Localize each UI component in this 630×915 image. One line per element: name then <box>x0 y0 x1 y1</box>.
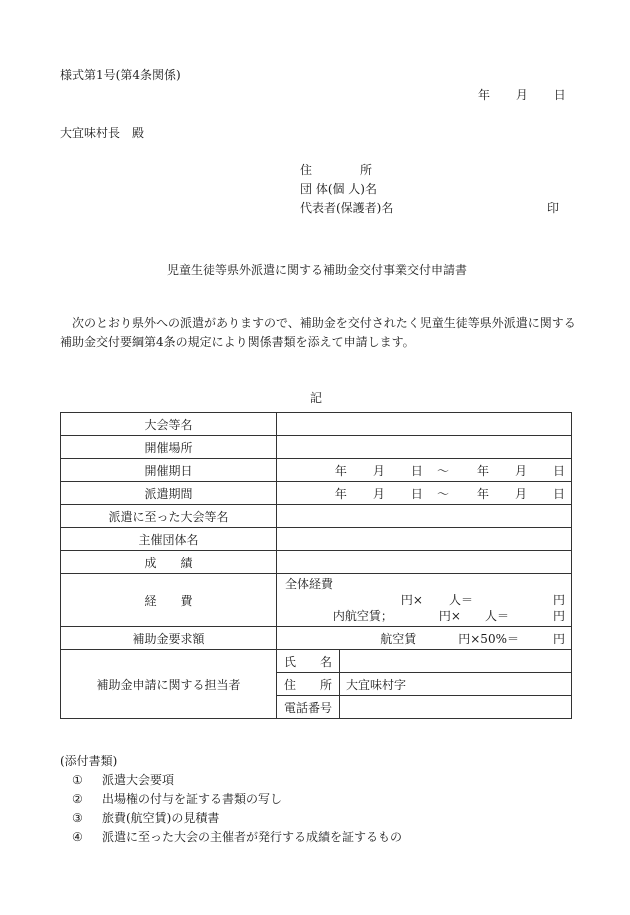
table-row <box>277 673 571 696</box>
item-text: 派遣に至った大会の主催者が発行する成績を証するもの <box>102 830 403 844</box>
start-year: 年 <box>334 486 347 501</box>
organizer-label: 主催団体名 <box>61 528 277 551</box>
contact-subtable <box>277 650 571 718</box>
subsidy-amount-label: 補助金要求額 <box>61 627 277 650</box>
list-item <box>60 809 402 828</box>
table-row <box>61 482 572 505</box>
list-item <box>60 771 402 790</box>
applicant-rep-label: 代表者(保護者)名 <box>300 201 394 215</box>
expenses-label: 経 費 <box>61 574 277 627</box>
applicant-block <box>300 163 396 215</box>
start-year: 年 <box>334 463 347 478</box>
yen-times: 円× <box>400 593 423 607</box>
item-number: ④ <box>72 830 83 844</box>
form-number: 様式第1号(第4条関係) <box>60 68 181 82</box>
event-period-field[interactable] <box>277 459 572 482</box>
date-year: 年 <box>478 88 491 102</box>
table-row <box>61 459 572 482</box>
table-row <box>277 696 571 719</box>
item-number: ② <box>72 792 83 806</box>
dispatch-period-label: 派遣期間 <box>61 482 277 505</box>
ki-heading: 記 <box>310 391 323 405</box>
start-month: 月 <box>372 463 385 478</box>
address-label: 住 所 <box>277 673 340 696</box>
organizer-field[interactable] <box>277 528 572 551</box>
contact-person-field <box>277 650 572 719</box>
yen-times-50: 円×50%＝ <box>458 631 519 646</box>
start-month: 月 <box>372 486 385 501</box>
attachments-heading: (添付書類) <box>60 754 118 768</box>
table-row <box>61 627 572 650</box>
phone-label: 電話番号 <box>277 696 340 719</box>
name-label: 氏 名 <box>277 650 340 673</box>
list-item <box>60 828 402 847</box>
table-row <box>61 528 572 551</box>
addressee: 大宜味村長 殿 <box>60 126 145 140</box>
end-year: 年 <box>476 463 489 478</box>
end-month: 月 <box>514 486 527 501</box>
result-label: 成 績 <box>61 551 277 574</box>
event-period-label: 開催期日 <box>61 459 277 482</box>
table-row <box>61 650 572 719</box>
table-row <box>61 574 572 627</box>
airfare-label: 航空賃 <box>380 631 417 646</box>
persons-eq: 人＝ <box>448 593 473 607</box>
tilde: 〜 <box>436 463 449 478</box>
yen: 円 <box>552 593 565 607</box>
event-name-field[interactable] <box>277 413 572 436</box>
persons-eq: 人＝ <box>484 609 509 623</box>
contact-person-label: 補助金申請に関する担当者 <box>61 650 277 719</box>
qualifying-event-field[interactable] <box>277 505 572 528</box>
address-field[interactable]: 大宜味村字 <box>340 673 572 696</box>
date-line <box>478 88 566 102</box>
event-name-label: 大会等名 <box>61 413 277 436</box>
yen-times: 円× <box>438 609 461 623</box>
item-number: ① <box>72 773 83 787</box>
seal-mark: 印 <box>547 201 560 215</box>
airfare-breakdown-label: 内航空賃； <box>332 609 393 623</box>
end-day: 日 <box>552 463 565 478</box>
phone-field[interactable] <box>340 696 572 719</box>
subsidy-amount-field[interactable] <box>277 627 572 650</box>
end-year: 年 <box>476 486 489 501</box>
tilde: 〜 <box>436 486 449 501</box>
applicant-group-label: 団 体(個 人)名 <box>300 182 377 196</box>
total-expense-calc <box>285 592 565 608</box>
expenses-field[interactable] <box>277 574 572 627</box>
date-day: 日 <box>553 88 566 102</box>
venue-field[interactable] <box>277 436 572 459</box>
name-field[interactable] <box>340 650 572 673</box>
total-expense-label: 全体経費 <box>285 577 334 591</box>
dispatch-period-field[interactable] <box>277 482 572 505</box>
date-month: 月 <box>515 88 528 102</box>
airfare-breakdown-calc <box>285 608 565 624</box>
yen: 円 <box>552 631 565 646</box>
table-row <box>61 505 572 528</box>
body-line-2: 補助金交付要綱第4条の規定により関係書類を添えて申請します。 <box>60 335 415 349</box>
qualifying-event-label: 派遣に至った大会等名 <box>61 505 277 528</box>
start-day: 日 <box>410 486 423 501</box>
table-row <box>61 551 572 574</box>
table-row <box>61 436 572 459</box>
attachments-list <box>60 752 402 847</box>
application-table <box>60 412 572 719</box>
venue-label: 開催場所 <box>61 436 277 459</box>
start-day: 日 <box>410 463 423 478</box>
table-row <box>277 650 571 673</box>
applicant-address-label: 住 所 <box>300 163 373 177</box>
yen: 円 <box>552 609 565 623</box>
document-title: 児童生徒等県外派遣に関する補助金交付事業交付申請書 <box>167 263 468 277</box>
end-month: 月 <box>514 463 527 478</box>
body-line-1: 次のとおり県外への派遣がありますので、補助金を交付されたく児童生徒等県外派遣に関する <box>72 316 576 330</box>
item-text: 派遣大会要項 <box>102 773 175 787</box>
item-text: 出場権の付与を証する書類の写し <box>102 792 283 806</box>
list-item <box>60 790 402 809</box>
table-row <box>61 413 572 436</box>
item-text: 旅費(航空賃)の見積書 <box>102 811 220 825</box>
end-day: 日 <box>552 486 565 501</box>
item-number: ③ <box>72 811 83 825</box>
result-field[interactable] <box>277 551 572 574</box>
